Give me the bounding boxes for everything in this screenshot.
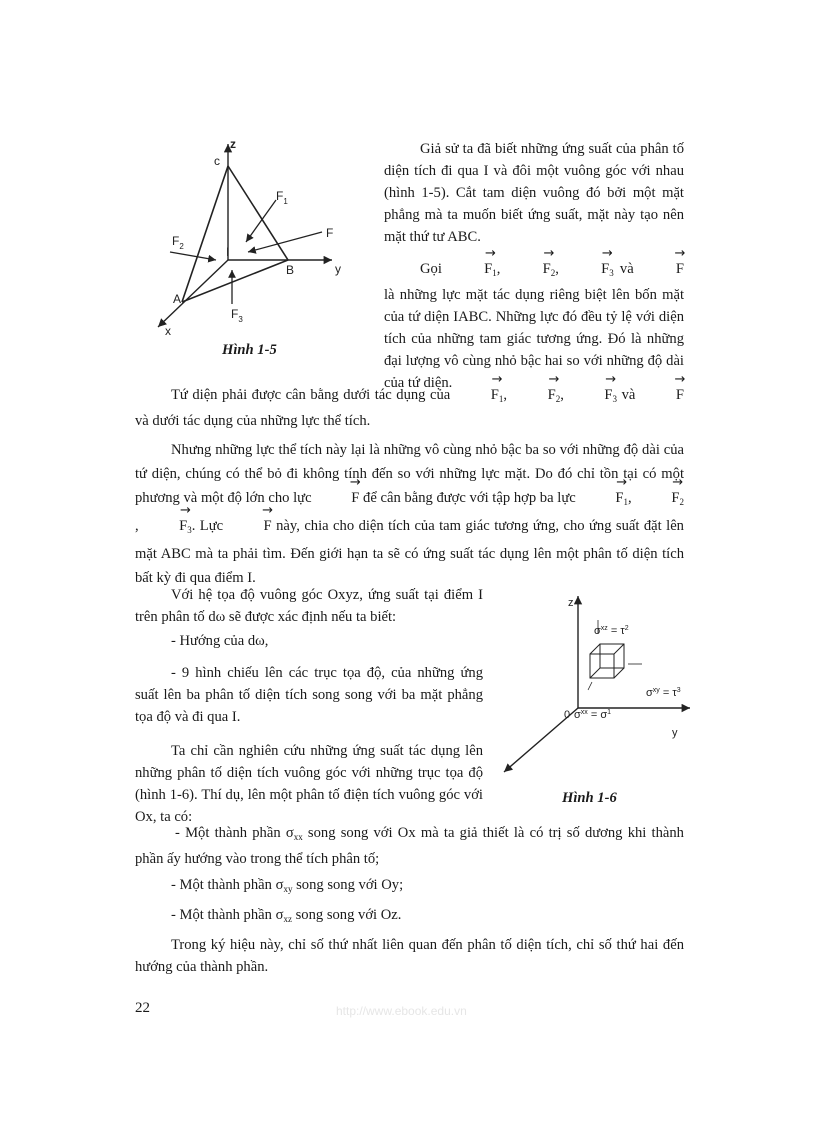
stress-cube	[590, 644, 624, 678]
force-f1-arrow	[246, 200, 276, 242]
label-sigma-xx: $\sigma^{xx} = \sigma^1$	[574, 709, 612, 721]
figure-1-6	[490, 590, 700, 780]
label-f1: $F_1$	[276, 189, 288, 206]
figure-1-5-caption: Hình 1-5	[222, 342, 277, 358]
figure-1-5	[140, 132, 360, 342]
stress-element-diagram	[490, 590, 700, 780]
force-f-arrow	[248, 232, 322, 252]
bullet-1: - Hướng của dω,	[171, 633, 269, 649]
paragraph-4: Nhưng những lực thể tích này lại là những vô cùng nhỏ bậc ba so với những độ dài của tứ diện, chúng có thể bỏ đi không tính đến so với những lực mặt. Do đó chỉ tồn tại có một phương và một độ lớn cho lực → F để cân bằng được với tập hợp ba lực → $F_1$, → $F_2$, → $F_3$. Lực → F này, chia cho diện tích của tam giác tương ứng, cho ứng suất đặt lên mặt ABC mà ta phải tìm. Đến giới hạn ta sẽ có ứng suất tác dụng lên một phân tố diện tích bất kỳ đi qua điểm I.	[135, 438, 684, 590]
label-z: z	[230, 137, 236, 151]
label-sigma-xz: $\sigma^{xz} = \tau^2$	[594, 625, 629, 637]
edge-ab	[182, 260, 288, 302]
figure-1-6-caption: Hình 1-6	[562, 790, 617, 806]
label-b: B	[286, 263, 295, 277]
force-f2-arrow	[170, 252, 216, 260]
label-a: A	[173, 292, 182, 306]
page-number: 22	[135, 1000, 150, 1016]
item-sigma-xz: - Một thành phần $\sigma_{xz}$ song song với Oz.	[171, 907, 402, 924]
edge-cb	[228, 166, 288, 260]
label-i: I	[226, 245, 230, 259]
paragraph-1: Giả sử ta đã biết những ứng suất của phân tố diện tích đi qua I và đôi một vuông góc với nhau (hình 1-5). Cắt tam diện vuông đó bởi một mặt phẳng mà ta muốn biết ứng suất, mặt này tạo nên mặt thứ tư ABC.	[384, 141, 684, 245]
label-y: y	[335, 262, 341, 276]
label-sigma-xy: $\sigma^{xy} = \tau^3$	[646, 687, 681, 699]
label-z-2: z	[568, 597, 574, 609]
paragraph-5: Với hệ tọa độ vuông góc Oxyz, ứng suất tại điểm I trên phân tố dω sẽ được xác định nếu ta biết:	[135, 587, 483, 625]
label-c: c	[214, 154, 220, 168]
paragraph-6: Ta chỉ cần nghiên cứu những ứng suất tác dụng lên những phân tố diện tích vuông góc với những trục tọa độ (hình 1-6). Thí dụ, lên một phân tố điện tích vuông góc với Ox, ta có:	[135, 743, 483, 825]
item-sigma-xy: - Một thành phần $\sigma_{xy}$ song song với Oy;	[171, 877, 404, 894]
paragraph-7: Trong ký hiệu này, chỉ số thứ nhất liên quan đến phân tố diện tích, chỉ số thứ hai đến hướng của thành phần.	[135, 937, 684, 975]
watermark: http://www.ebook.edu.vn	[336, 1004, 467, 1018]
sigma-xx-arrow	[588, 682, 592, 690]
label-f2: $F_2$	[172, 234, 184, 251]
paragraph-3: Tứ diện phải được cân bằng dưới tác dụng của → $F_1$, → $F_2$, → $F_3$ và → F và dưới tác dụng của những lực thể tích.	[135, 384, 684, 432]
label-x: x	[165, 324, 171, 338]
label-f3: $F_3$	[231, 307, 243, 324]
paragraph-2: Gọi → $F_1$, → $F_2$, → $F_3$ và → F là những lực mặt tác dụng riêng biệt lên bốn mặt của tứ diện IABC. Những lực đó đều tỷ lệ với diện tích của những tam giác tương ứng. Đó là những đại lượng vô cùng nhỏ bậc hai so với những độ dài của tứ diện.	[384, 258, 684, 394]
label-f: F	[326, 226, 334, 240]
item-sigma-xx: - Một thành phần $\sigma_{xx}$ song song với Ox mà ta giả thiết là có trị số dương khi thành phần ấy hướng vào trong thể tích phân tố;	[135, 825, 684, 867]
label-y-2: y	[672, 727, 678, 739]
label-origin: 0	[564, 709, 571, 721]
tetrahedron-diagram	[140, 132, 360, 342]
bullet-2: - 9 hình chiếu lên các trục tọa độ, của những ứng suất lên ba phân tố diện tích song song với ba mặt phẳng tọa độ và đi qua I.	[135, 665, 483, 725]
